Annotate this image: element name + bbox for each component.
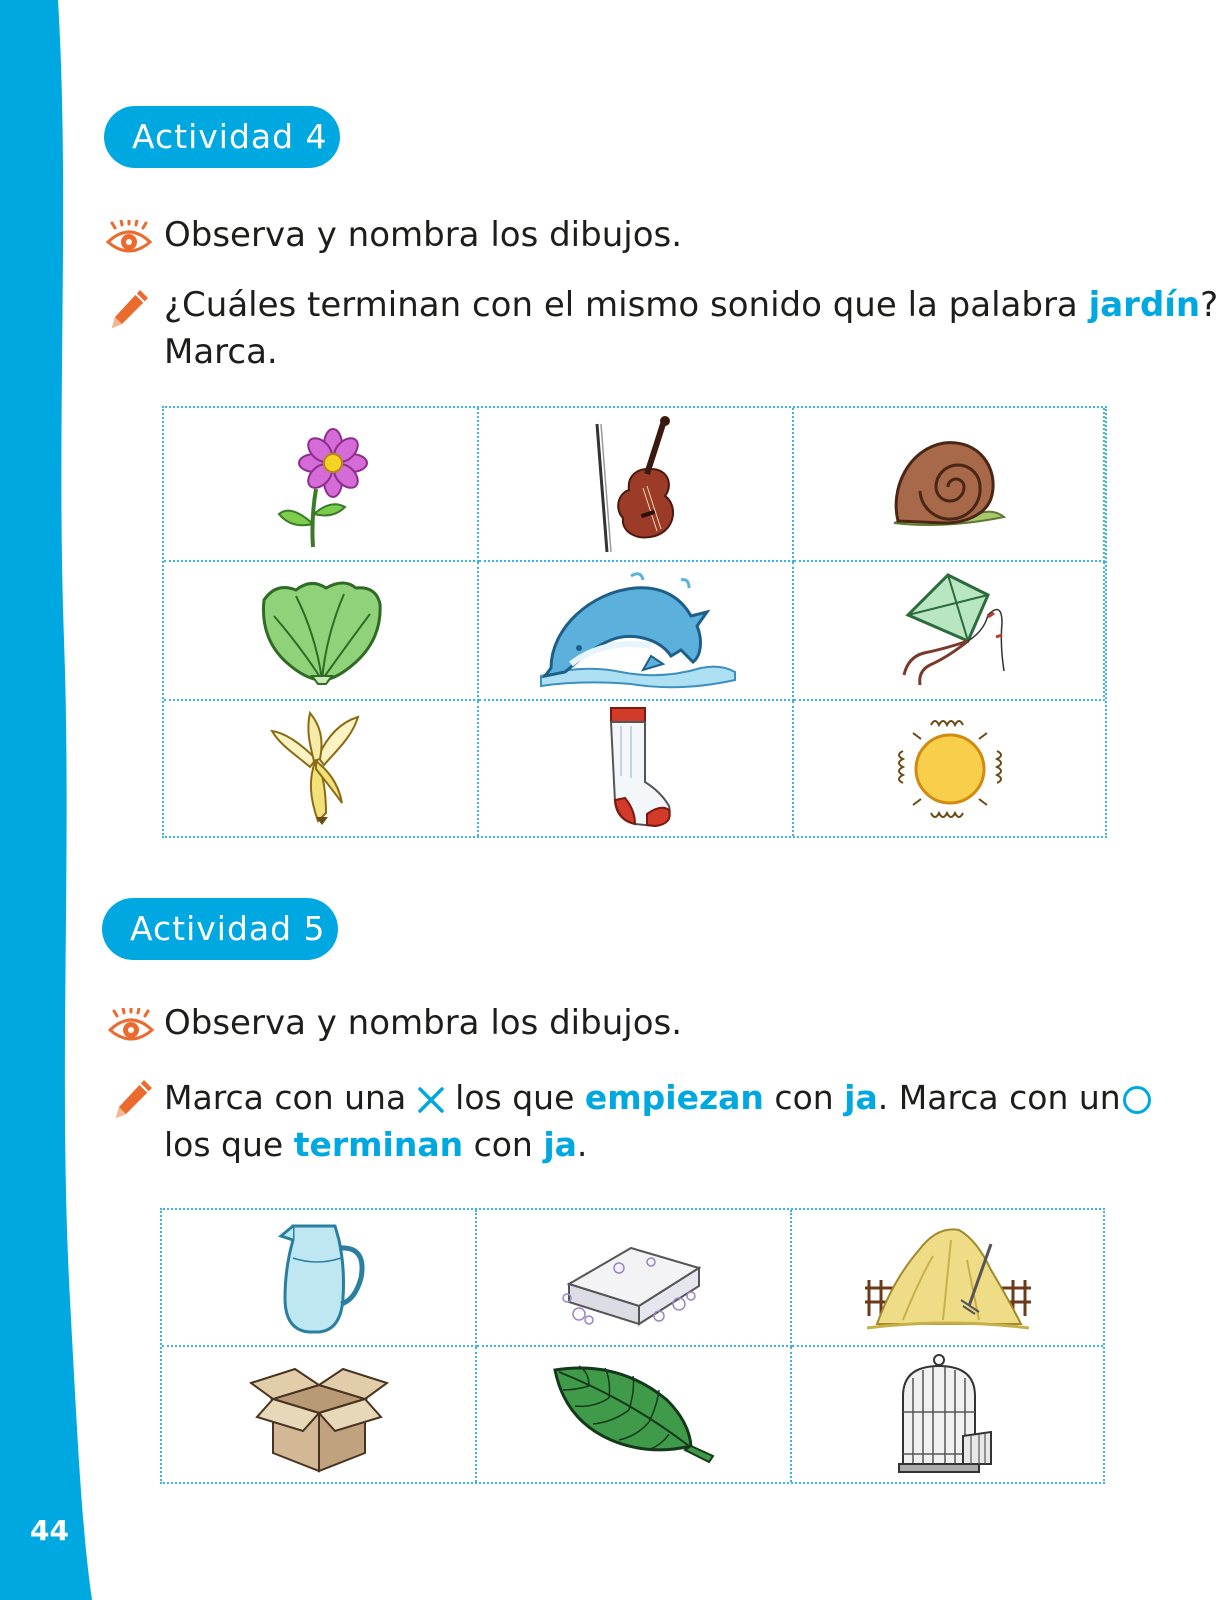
picture-cell-dolphin[interactable] [479, 562, 794, 701]
picture-cell-leaf[interactable] [477, 1347, 792, 1482]
instruction-text: los que [444, 1078, 585, 1117]
eye-icon [106, 220, 152, 256]
sun-icon [895, 711, 1005, 826]
picture-cell-kite[interactable] [794, 562, 1105, 701]
activity-4-instruction-mark [164, 282, 1218, 376]
activity-4-picture-grid [162, 406, 1107, 838]
pencil-icon [108, 288, 150, 330]
highlight-word-empiezan: empiezan [584, 1078, 764, 1117]
eye-icon [108, 1008, 154, 1044]
instruction-text: Marca. [164, 332, 278, 372]
picture-cell-banana[interactable] [164, 701, 479, 836]
picture-cell-snail[interactable] [794, 408, 1105, 562]
highlight-word-ja: ja [543, 1125, 577, 1164]
cage-icon [893, 1352, 1003, 1477]
dolphin-icon [531, 568, 741, 693]
jug-icon [269, 1218, 369, 1338]
instruction-text: ¿Cuáles terminan con el mismo sonido que la palabra [164, 285, 1089, 325]
snail-icon [884, 429, 1014, 539]
highlight-word-ja: ja [844, 1078, 878, 1117]
activity-5-picture-grid [160, 1208, 1105, 1484]
x-mark-icon [417, 1086, 445, 1114]
activity-5-instruction-observe: Observa y nombra los dibujos. [164, 1003, 683, 1043]
circle-mark-icon [1123, 1086, 1151, 1114]
lettuce-icon [256, 576, 386, 686]
instruction-text: . Marca con un [877, 1078, 1121, 1117]
kite-icon [884, 571, 1014, 691]
pencil-icon [112, 1078, 154, 1120]
activity-4-instruction-observe: Observa y nombra los dibujos. [164, 215, 683, 255]
picture-cell-lettuce[interactable] [164, 562, 479, 701]
activity-4-title: Actividad 4 [104, 106, 340, 168]
picture-cell-haystack[interactable] [792, 1210, 1103, 1347]
page-number: 44 [30, 1514, 69, 1547]
sock-icon [591, 706, 681, 831]
picture-cell-jug[interactable] [162, 1210, 477, 1347]
highlight-word-terminan: terminan [293, 1125, 464, 1164]
banana-icon [266, 709, 376, 829]
picture-cell-soap[interactable] [477, 1210, 792, 1347]
instruction-text: los que [164, 1125, 294, 1164]
instruction-text: ? [1200, 285, 1219, 325]
instruction-text: . [576, 1125, 588, 1164]
box-icon [249, 1355, 389, 1475]
violin-icon [581, 414, 691, 554]
highlight-word-jardin: jardín [1088, 285, 1201, 325]
activity-5-title: Actividad 5 [102, 898, 338, 960]
picture-cell-cage[interactable] [792, 1347, 1103, 1482]
picture-cell-violin[interactable] [479, 408, 794, 562]
instruction-text: con [463, 1125, 544, 1164]
haystack-icon [863, 1220, 1033, 1335]
picture-cell-flower[interactable] [164, 408, 479, 562]
flower-icon [261, 419, 381, 549]
picture-cell-box[interactable] [162, 1347, 477, 1482]
soap-icon [559, 1228, 709, 1328]
picture-cell-sun[interactable] [794, 701, 1105, 836]
picture-cell-sock[interactable] [479, 701, 794, 836]
activity-5-instruction-mark [164, 1074, 1151, 1168]
leaf-icon [549, 1360, 719, 1470]
side-band [0, 0, 110, 1600]
instruction-text: Marca con una [164, 1078, 417, 1117]
instruction-text: con [763, 1078, 845, 1117]
